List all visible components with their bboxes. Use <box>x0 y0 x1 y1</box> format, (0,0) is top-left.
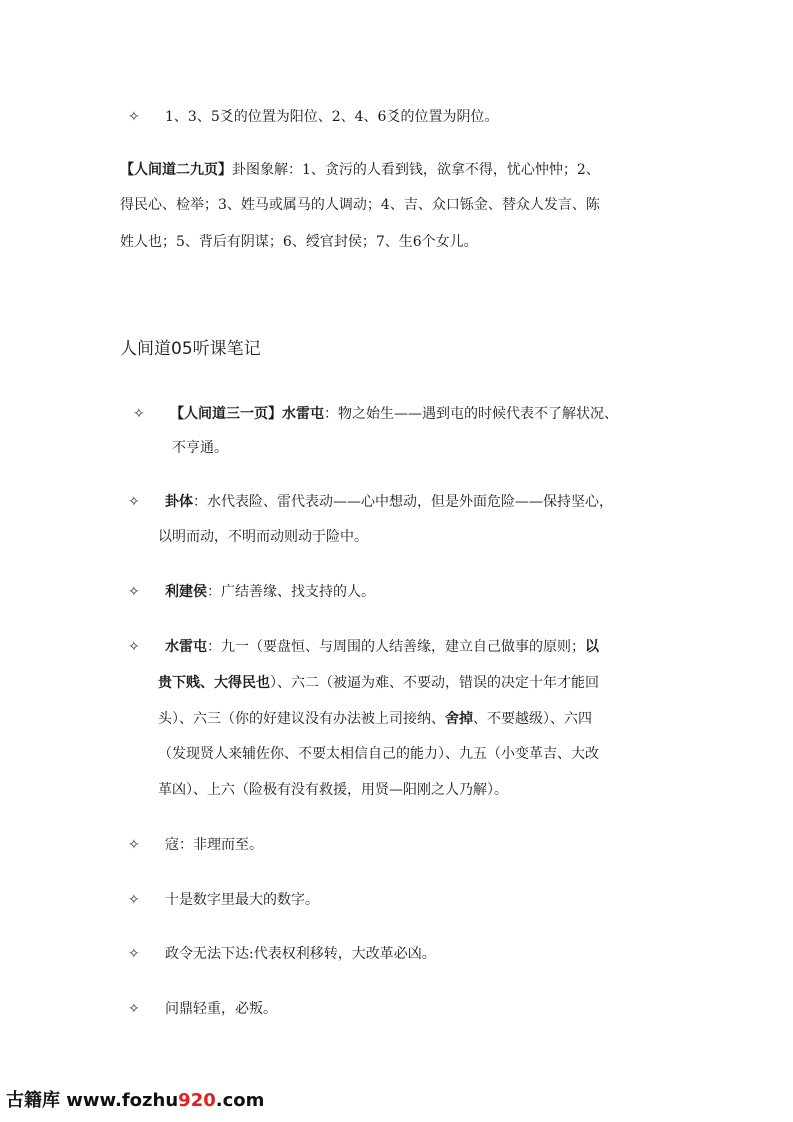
note-4-line-1: 水雷屯：九一（要盘恒、与周围的人结善缘，建立自己做事的原则；以 <box>165 639 599 655</box>
site-brand: 古籍库 <box>6 1090 60 1111</box>
intro-paragraph-line-1: 【人间道二九页】卦图象解：1、贪污的人看到钱，欲拿不得，忧心忡忡；2、 <box>120 162 600 178</box>
intro-paragraph-line-3: 姓人也；5、背后有阴谋；6、绶官封侯；7、生6个女儿。 <box>120 234 478 250</box>
note-1-line-2: 不亨通。 <box>172 440 228 456</box>
bullet-icon: ✧ <box>128 1001 140 1017</box>
yao-positions-text: 1、3、5爻的位置为阳位、2、4、6爻的位置为阴位。 <box>165 109 499 125</box>
bullet-icon: ✧ <box>128 109 140 125</box>
section-title: 人间道05听课笔记 <box>120 339 261 359</box>
note-7-line: 政令无法下达:代表权利移转，大改革必凶。 <box>165 946 436 962</box>
bullet-icon: ✧ <box>128 946 140 962</box>
site-watermark <box>6 1089 264 1113</box>
bullet-icon: ✧ <box>128 837 140 853</box>
note-4-line-2: 贵下贱、大得民也）、六二（被逼为难、不要动，错误的决定十年才能回 <box>158 675 599 691</box>
bullet-icon: ✧ <box>128 494 140 510</box>
note-4-line-3: 头）、六三（你的好建议没有办法被上司接纳、舍掉、不要越级）、六四 <box>158 711 592 727</box>
note-4-line-4: （发现贤人来辅佐你、不要太相信自己的能力）、九五（小变革吉、大改 <box>158 746 599 762</box>
note-8-line: 问鼎轻重，必叛。 <box>165 1001 277 1017</box>
bullet-icon: ✧ <box>128 584 140 600</box>
note-3-line: 利建侯：广结善缘、找支持的人。 <box>165 584 375 600</box>
site-url-prefix: www.fozhu <box>66 1090 179 1111</box>
site-url-suffix: .com <box>215 1090 265 1111</box>
note-5-line: 寇：非理而至。 <box>165 837 263 853</box>
note-2-line-2: 以明而动，不明而动则动于险中。 <box>158 529 368 545</box>
intro-paragraph-line-2: 得民心、检举；3、姓马或属马的人调动；4、吉、众口铄金、替众人发言、陈 <box>120 197 600 213</box>
page-ref-label: 【人间道二九页】 <box>120 162 232 178</box>
bullet-icon: ✧ <box>133 406 145 422</box>
note-4-line-5: 革凶）、上六（险极有没有救援，用贤—阳刚之人乃解）。 <box>158 782 508 798</box>
note-6-line: 十是数字里最大的数字。 <box>165 892 319 908</box>
site-url-number: 920 <box>178 1090 216 1111</box>
note-2-line-1: 卦体：水代表险、雷代表动——心中想动，但是外面危险——保持坚心， <box>165 494 613 510</box>
note-1-line-1: 【人间道三一页】水雷屯：物之始生——遇到屯的时候代表不了解状况、 <box>170 406 618 422</box>
bullet-icon: ✧ <box>128 639 140 655</box>
bullet-icon: ✧ <box>128 892 140 908</box>
